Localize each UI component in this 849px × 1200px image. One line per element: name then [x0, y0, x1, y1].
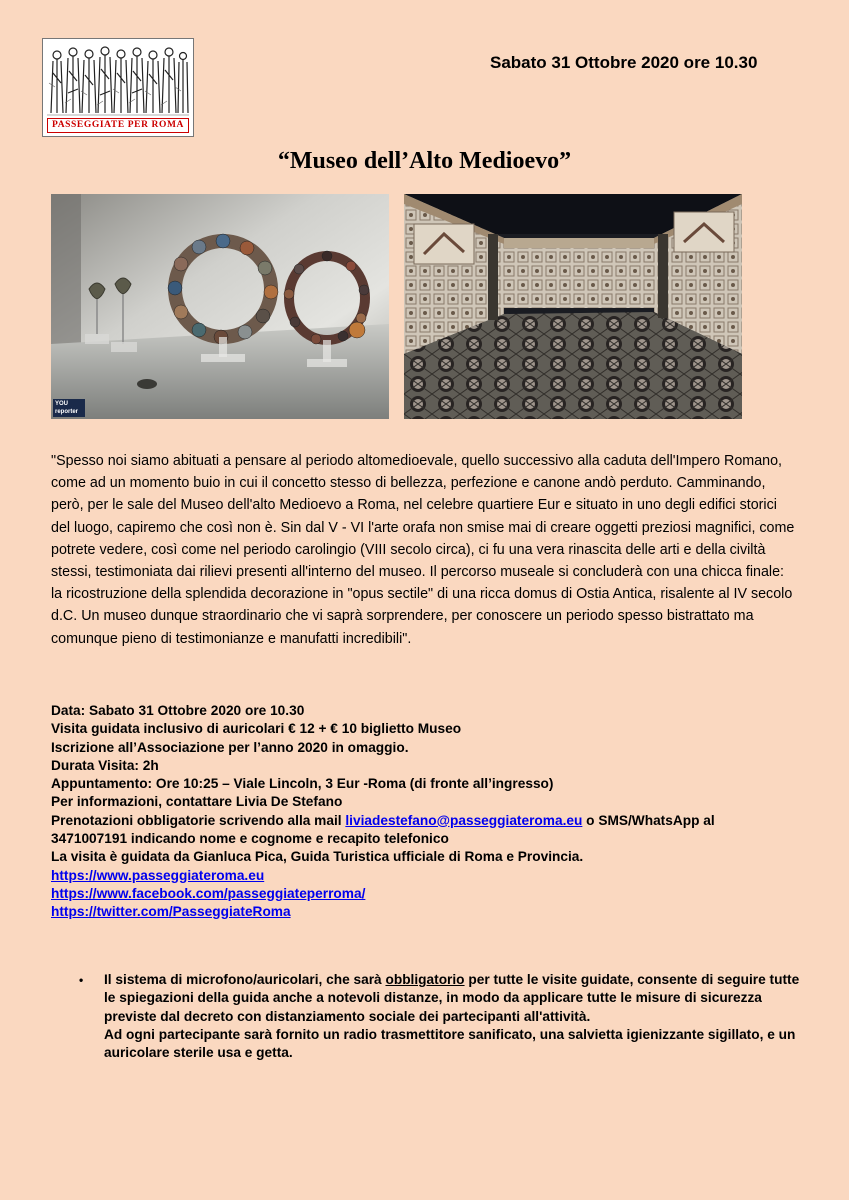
email-link[interactable]: liviadestefano@passeggiateroma.eu: [345, 812, 583, 828]
logo: [42, 38, 194, 137]
info-membership: Iscrizione all’Associazione per l’anno 2020 in omaggio.: [51, 739, 409, 755]
bullet-dot: •: [79, 973, 84, 987]
info-duration: Durata Visita: 2h: [51, 757, 159, 773]
safety-notice: [79, 971, 809, 1062]
info-contact: Per informazioni, contattare Livia De Stefano: [51, 794, 343, 810]
header-date: Sabato 31 Ottobre 2020 ore 10.30: [490, 53, 758, 72]
safety-paragraph-1: [104, 971, 804, 1026]
info-booking: [51, 812, 811, 830]
safety-text-post: per tutte le visite guidate, consente di seguire tutte le spiegazioni della guida anche a notevoli distanze, in modo da applicare tutte le misure di sicurezza previste dal decreto con distanziamento sociale dei partecipanti all'attività.: [104, 972, 800, 1024]
booking-sms-text: o SMS/WhatsApp al: [582, 812, 715, 828]
event-info: [51, 702, 811, 922]
website-link[interactable]: https://www.passeggiateroma.eu: [51, 867, 265, 883]
opus-sectile-hall-photo: [404, 194, 742, 419]
booking-text: Prenotazioni obbligatorie scrivendo alla mail: [51, 812, 346, 828]
jewelry-display-photo: [51, 194, 389, 419]
page-title: “Museo dell’Alto Medioevo”: [277, 148, 572, 174]
roman-procession-relief-icon: [47, 43, 189, 117]
twitter-link[interactable]: https://twitter.com/PasseggiateRoma: [51, 904, 291, 920]
info-phone: 3471007191 indicando nome e cognome e recapito telefonico: [51, 831, 449, 847]
safety-paragraph-2: Ad ogni partecipante sarà fornito un radio trasmettitore sanificato, una salvietta igienizzante sigillato, e un auricolare sterile usa e getta.: [104, 1026, 796, 1061]
info-date: Data: Sabato 31 Ottobre 2020 ore 10.30: [51, 703, 305, 718]
description-paragraph: "Spesso noi siamo abituati a pensare al periodo altomedioevale, quello successivo alla caduta dell'Impero Romano, come ad un momento buio in cui il concetto stesso di bellezza, perfezione e canone andò perduto. Camminando, però, per le sale del Museo dell'alto Medioevo a Roma, nel celebre quartiere Eur e situato in uno degli edifici storici del luogo, capiremo che così non è. Sin dal V - VI l'arte orafa non smise mai di creare oggetti preziosi magnifici, come potrete vedere, così come nel periodo carolingio (VIII secolo circa), ci fu una vera rinascita delle arti e della civiltà stessi, testimoniata dai rilievi presenti all'interno del museo. Il percorso museale si concluderà con una chicca finale: la ricostruzione della splendida decorazione in "opus sectile" di una ricca domus di Ostia Antica, risalente al IV secolo d.C. Un museo dunque straordinario che vi saprà sorprendere, per conoscere un periodo spesso bistrattato ma comunque pieno di testimonianze e manufatti incredibili".: [51, 453, 795, 647]
info-meeting-point: Appuntamento: Ore 10:25 – Viale Lincoln, 3 Eur -Roma (di fronte all’ingresso): [51, 776, 554, 792]
info-guide: La visita è guidata da Gianluca Pica, Guida Turistica ufficiale di Roma e Provincia.: [51, 849, 584, 865]
info-price: Visita guidata inclusivo di auricolari € 12 + € 10 biglietto Museo: [51, 721, 462, 737]
safety-text-pre: Il sistema di microfono/auricolari, che sarà: [104, 972, 386, 987]
logo-text: PASSEGGIATE PER ROMA: [47, 118, 189, 133]
mandatory-underlined: obbligatorio: [385, 972, 465, 987]
watermark-text: YOU reporter: [55, 401, 79, 415]
facebook-link[interactable]: https://www.facebook.com/passeggiateperroma/: [51, 885, 366, 901]
